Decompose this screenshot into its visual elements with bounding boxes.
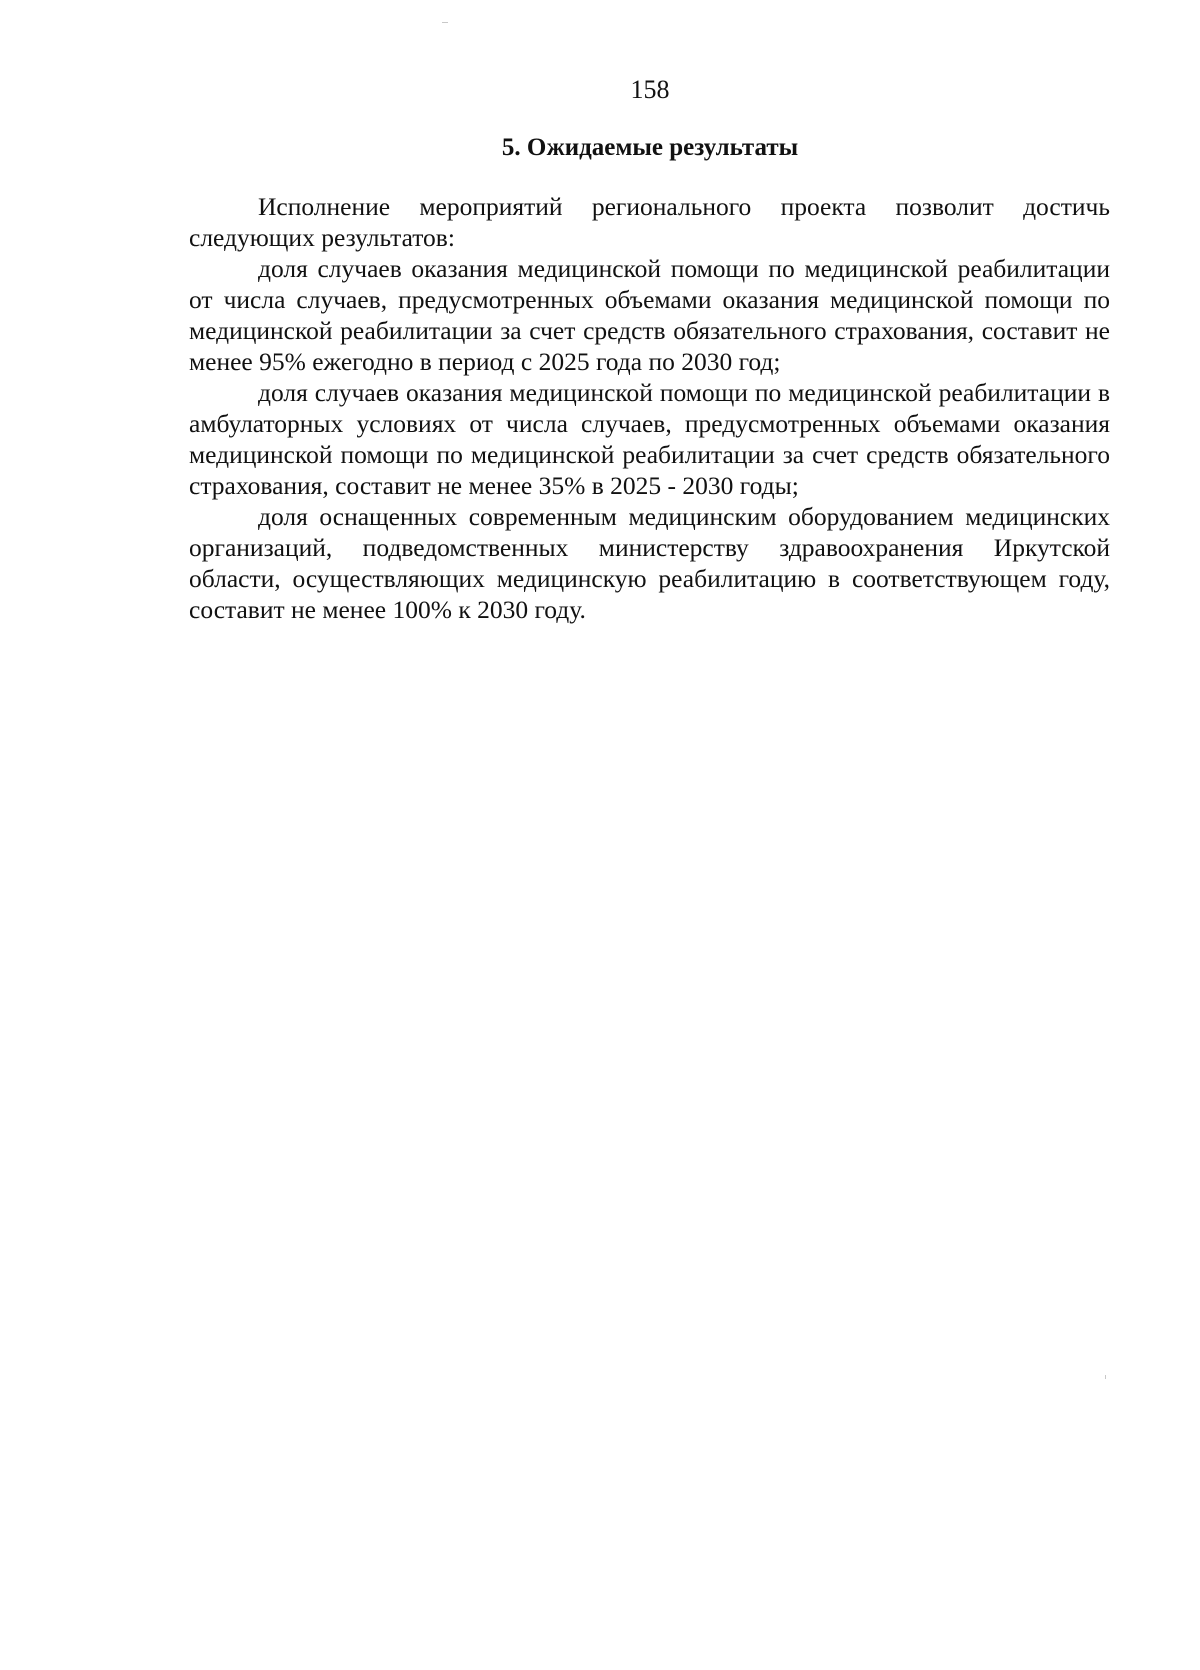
paragraph-result-3: доля оснащенных современным медицинским оборудованием медицинских организаций, подведомственных министерству здравоохранения Иркутской области, осуществляющих медицинскую реабилитацию в соответствующем году, составит не менее 100% к 2030 году. bbox=[189, 502, 1110, 624]
page-number: 158 bbox=[630, 75, 670, 104]
scan-artifact bbox=[1105, 1375, 1106, 1379]
body-text bbox=[189, 191, 1110, 625]
paragraph-result-2: доля случаев оказания медицинской помощи по медицинской реабилитации в амбулаторных условиях от числа случаев, предусмотренных объемами оказания медицинской помощи по медицинской реабилитации за счет средств обязательного страхования, составит не менее 35% в 2025 - 2030 годы; bbox=[189, 378, 1110, 500]
paragraph-result-1: доля случаев оказания медицинской помощи по медицинской реабилитации от числа случаев, предусмотренных объемами оказания медицинской помощи по медицинской реабилитации за счет средств обязательного страхования, составит не менее 95% ежегодно в период с 2025 года по 2030 год; bbox=[189, 254, 1110, 376]
scan-artifact bbox=[442, 22, 448, 23]
paragraph-intro: Исполнение мероприятий регионального проекта позволит достичь следующих результатов: bbox=[189, 192, 1110, 252]
section-title: 5. Ожидаемые результаты bbox=[501, 134, 799, 161]
